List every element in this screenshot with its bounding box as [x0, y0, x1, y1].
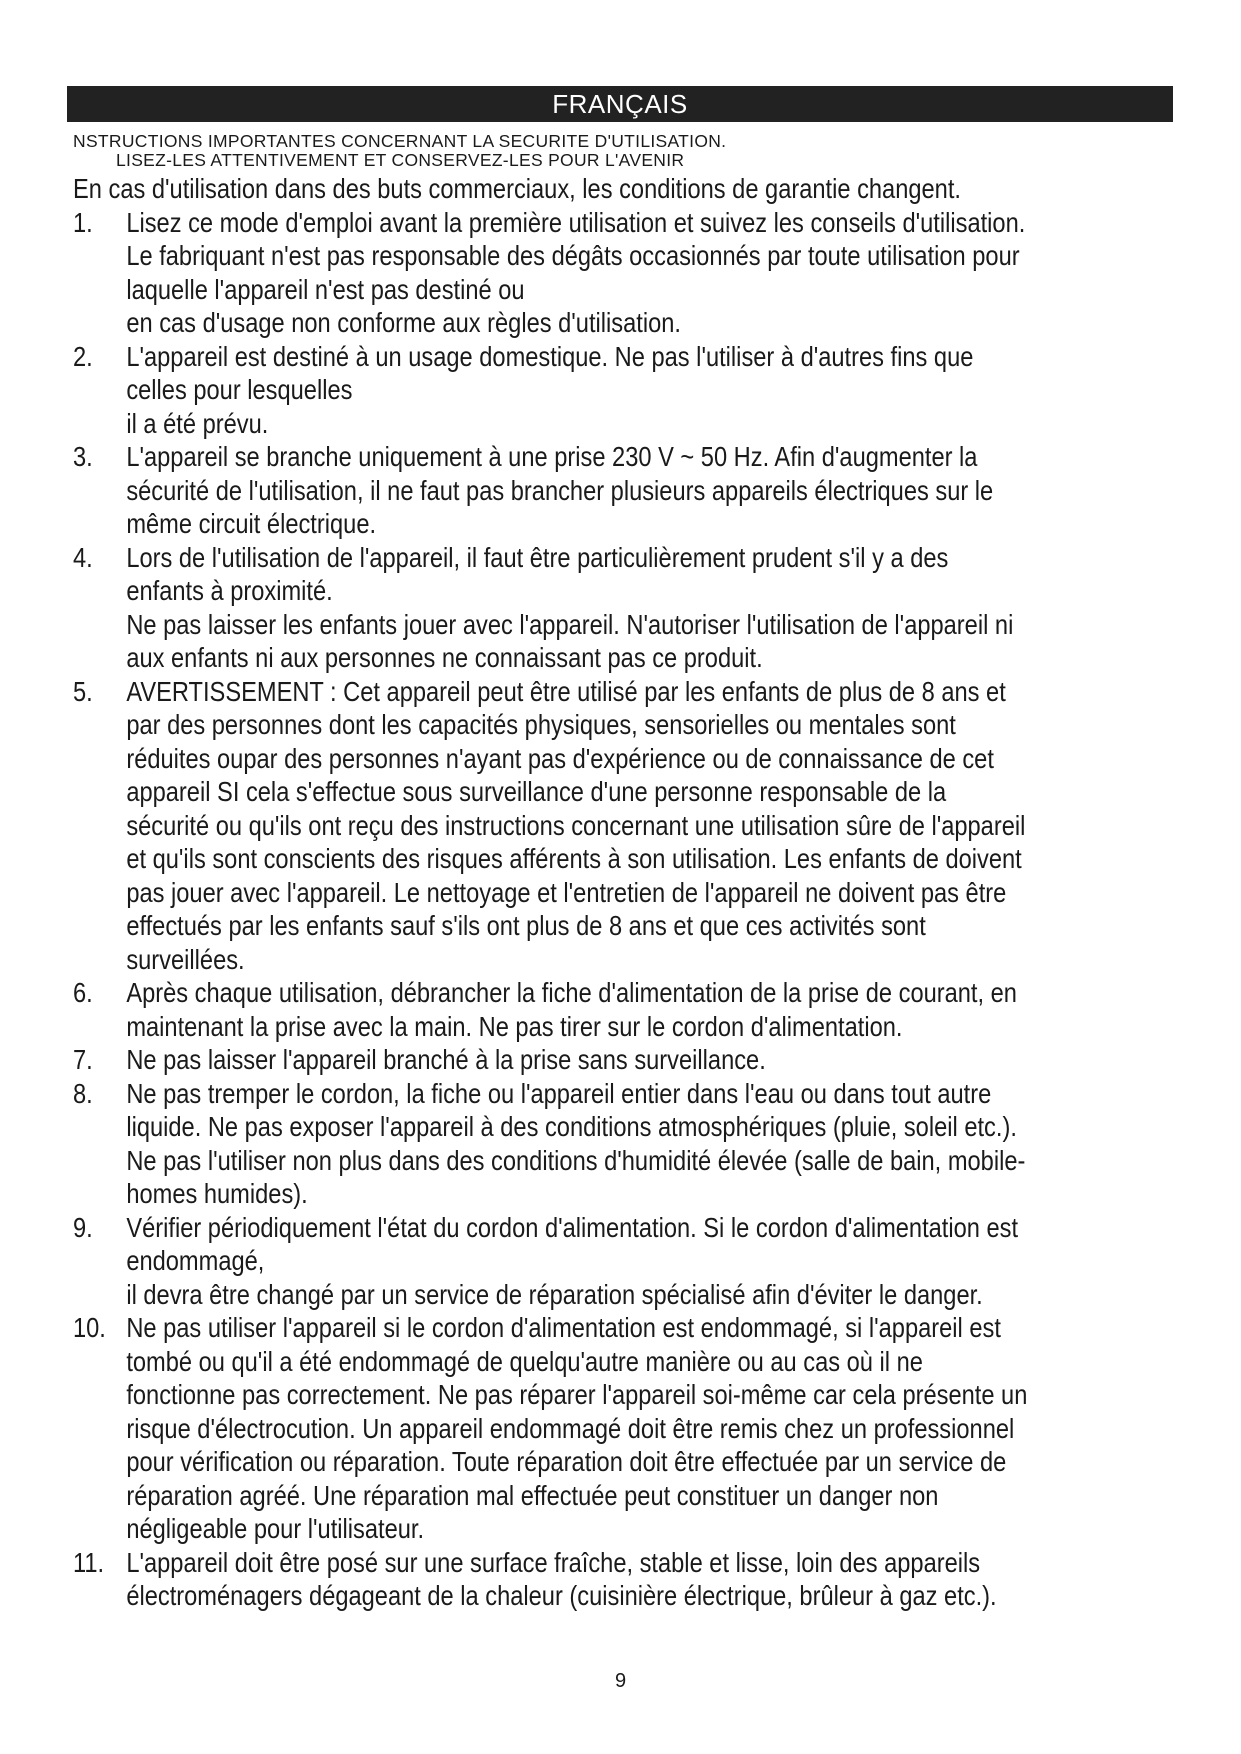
item-text-line: Ne pas laisser l'appareil branché à la prise sans surveillance.	[126, 1044, 766, 1075]
item-text	[126, 1546, 1019, 1613]
list-item	[73, 1043, 1019, 1077]
list-item	[73, 1077, 1026, 1211]
item-text-line: L'appareil se branche uniquement à une prise 230 V ~ 50 Hz. Afin d'augmenter la	[126, 441, 978, 472]
list-item	[73, 1211, 1019, 1312]
item-text-line: électroménagers dégageant de la chaleur (cuisinière électrique, brûleur à gaz etc.).	[126, 1580, 997, 1611]
item-text-line: maintenant la prise avec la main. Ne pas tirer sur le cordon d'alimentation.	[126, 1010, 903, 1042]
item-text	[126, 1311, 1028, 1546]
item-text	[126, 541, 1019, 675]
item-text-line: Le fabriquant n'est pas responsable des dégâts occasionnés par toute utilisation pour	[126, 240, 1020, 271]
item-text-line: fonctionne pas correctement. Ne pas réparer l'appareil soi-même car cela présente un	[126, 1379, 1028, 1410]
item-number: 9.	[73, 1211, 93, 1243]
item-text-line: tombé ou qu'il a été endommagé de quelqu'autre manière ou au cas où il ne	[126, 1345, 923, 1377]
list-item	[73, 340, 1019, 441]
item-text-line: laquelle l'appareil n'est pas destiné ou	[126, 273, 525, 305]
item-text-line: AVERTISSEMENT : Cet appareil peut être utilisé par les enfants de plus de 8 ans et	[126, 675, 1006, 707]
item-number: 6.	[73, 977, 93, 1008]
item-text-line: L'appareil est destiné à un usage domestique. Ne pas l'utiliser à d'autres fins que	[126, 340, 974, 372]
item-text-line: même circuit électrique.	[126, 508, 377, 539]
page-number: 9	[614, 1670, 627, 1692]
item-text-line: par des personnes dont les capacités physiques, sensorielles ou mentales sont	[126, 709, 956, 740]
item-text-line: homes humides).	[126, 1178, 308, 1209]
item-text	[126, 976, 1019, 1043]
item-number: 3.	[73, 441, 93, 472]
item-text-line: Lors de l'utilisation de l'appareil, il faut être particulièrement prudent s'il y a des	[126, 541, 949, 573]
item-text-line: sécurité ou qu'ils ont reçu des instructions concernant une utilisation sûre de l'appareil	[126, 809, 1026, 841]
item-text-line: il devra être changé par un service de réparation spécialisé afin d'éviter le danger.	[126, 1278, 983, 1310]
safety-instructions-heading: NSTRUCTIONS IMPORTANTES CONCERNANT LA SECURITE D'UTILISATION.	[73, 131, 727, 151]
item-text	[126, 1211, 1019, 1312]
item-text-line: endommagé,	[126, 1245, 265, 1276]
item-text-line: en cas d'usage non conforme aux règles d'utilisation.	[126, 307, 681, 338]
item-text-line: enfants à proximité.	[126, 575, 333, 606]
item-text-line: L'appareil doit être posé sur une surface fraîche, stable et lisse, loin des appareils	[126, 1546, 981, 1578]
item-text-line: Après chaque utilisation, débrancher la fiche d'alimentation de la prise de courant, en	[126, 977, 1017, 1008]
instructions-body	[73, 172, 1028, 1613]
item-text-line: aux enfants ni aux personnes ne connaissant pas ce produit.	[126, 642, 763, 673]
item-text-line: surveillées.	[126, 943, 245, 975]
list-item	[73, 976, 1019, 1043]
item-text-line: réduites oupar des personnes n'ayant pas d'expérience ou de connaissance de cet	[126, 742, 994, 774]
item-text-line: Vérifier périodiquement l'état du cordon d'alimentation. Si le cordon d'alimentation est	[126, 1211, 1019, 1243]
item-number: 7.	[73, 1044, 93, 1075]
item-number: 8.	[73, 1077, 93, 1109]
item-number: 1.	[73, 206, 93, 238]
item-number: 10.	[73, 1312, 106, 1343]
item-text-line: réparation agréé. Une réparation mal effectuée peut constituer un danger non	[126, 1479, 939, 1511]
item-text-line: il a été prévu.	[126, 407, 269, 439]
language-header	[67, 86, 1173, 122]
item-text-line: pas jouer avec l'appareil. Le nettoyage et l'entretien de l'appareil ne doivent pas être	[126, 876, 1007, 908]
item-text	[126, 340, 1019, 441]
item-text-line: pour vérification ou réparation. Toute réparation doit être effectuée par un service de	[126, 1446, 1007, 1477]
item-text-line: Lisez ce mode d'emploi avant la première utilisation et suivez les conseils d'utilisation.	[126, 206, 1026, 238]
intro-paragraph: En cas d'utilisation dans des buts commerciaux, les conditions de garantie changent.	[73, 173, 961, 204]
item-number: 4.	[73, 541, 93, 573]
list-item	[73, 1546, 1019, 1613]
item-text	[126, 675, 1026, 977]
item-text	[126, 206, 1026, 340]
item-text-line: Ne pas utiliser l'appareil si le cordon d'alimentation est endommagé, si l'appareil est	[126, 1312, 1001, 1343]
list-item	[73, 1311, 1028, 1546]
list-item	[73, 675, 1026, 977]
item-text-line: sécurité de l'utilisation, il ne faut pas brancher plusieurs appareils électriques sur le	[126, 474, 994, 506]
language-title: FRANÇAIS	[552, 89, 688, 119]
item-text-line: risque d'électrocution. Un appareil endommagé doit être remis chez un professionnel	[126, 1412, 1015, 1444]
list-item	[73, 440, 1019, 541]
item-number: 2.	[73, 340, 93, 372]
item-number: 5.	[73, 675, 93, 707]
item-text-line: celles pour lesquelles	[126, 374, 353, 405]
list-item	[73, 206, 1026, 340]
item-text	[126, 1077, 1026, 1211]
item-text-line: appareil SI cela s'effectue sous surveillance d'une personne responsable de la	[126, 776, 947, 807]
item-text-line: Ne pas tremper le cordon, la fiche ou l'appareil entier dans l'eau ou dans tout autre	[126, 1077, 992, 1109]
list-item	[73, 541, 1019, 675]
item-text-line: négligeable pour l'utilisateur.	[126, 1513, 425, 1544]
item-text-line: Ne pas laisser les enfants jouer avec l'appareil. N'autoriser l'utilisation de l'appareil ni	[126, 608, 1014, 640]
item-text	[126, 1043, 1019, 1077]
item-text-line: et qu'ils sont conscients des risques afférents à son utilisation. Les enfants de doivent	[126, 843, 1022, 874]
item-text-line: liquide. Ne pas exposer l'appareil à des conditions atmosphériques (pluie, soleil etc.).	[126, 1111, 1017, 1142]
item-text-line: Ne pas l'utiliser non plus dans des conditions d'humidité élevée (salle de bain, mobile-	[126, 1144, 1026, 1176]
keep-instructions-heading: LISEZ-LES ATTENTIVEMENT ET CONSERVEZ-LES POUR L'AVENIR	[116, 150, 685, 170]
item-text	[126, 440, 1019, 541]
item-number: 11.	[73, 1546, 105, 1578]
item-text-line: effectués par les enfants sauf s'ils ont plus de 8 ans et que ces activités sont	[126, 910, 926, 941]
instructions-list	[73, 206, 1028, 1613]
